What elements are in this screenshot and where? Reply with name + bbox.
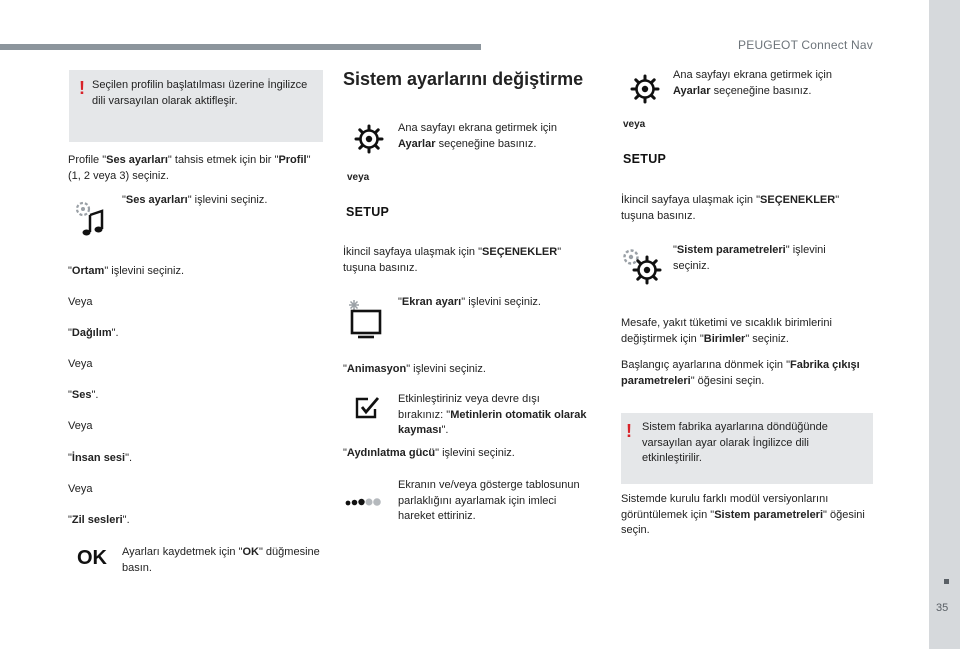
- warning-note-text: Sistem fabrika ayarlarına döndüğünde varsayılan ayar olarak İngilizce dili etkinleştirilir.: [642, 421, 828, 464]
- brightness-slider-icon: [345, 497, 381, 507]
- settings-instruction: Ana sayfayı ekrana getirmek için Ayarlar seçeneğine basınız.: [673, 69, 832, 97]
- zil-sesleri-option: "Zil sesleri".: [68, 514, 130, 526]
- gear-icon: [354, 124, 384, 154]
- page-number: 35: [936, 602, 949, 614]
- ses-option: "Ses".: [68, 389, 99, 401]
- system-params-instruction: "Sistem parametreleri" işlevini seçiniz.: [673, 244, 826, 272]
- warning-icon: !: [626, 421, 632, 441]
- music-settings-icon: [72, 199, 110, 237]
- setup-button-label: SETUP: [623, 152, 667, 166]
- profile-instruction: Profile "Ses ayarları" tahsis etmek için bir "Profil" (1, 2 veya 3) seçiniz.: [68, 154, 311, 182]
- veya-label: veya: [347, 172, 370, 183]
- veya-text: Veya: [68, 420, 93, 432]
- auto-scroll-instruction: Etkinleştiriniz veya devre dışı bırakınız: "Metinlerin otomatik olarak kayması".: [398, 393, 587, 436]
- module-versions-instruction: Sistemde kurulu farklı modül versiyonlarını görüntülemek için "Sistem parametreleri" öğesini seçin.: [621, 493, 865, 536]
- checkbox-icon: [354, 396, 380, 420]
- dagilim-option: "Dağılım".: [68, 327, 119, 339]
- gear-icon: [630, 74, 660, 104]
- veya-text: Veya: [68, 483, 93, 495]
- veya-text: Veya: [68, 296, 93, 308]
- warning-icon: !: [79, 78, 85, 98]
- ok-button-icon: OK: [77, 547, 107, 569]
- animation-instruction: "Animasyon" işlevini seçiniz.: [343, 363, 486, 375]
- brightness-instruction: "Aydınlatma gücü" işlevini seçiniz.: [343, 447, 515, 459]
- screen-brightness-icon: [346, 299, 384, 339]
- units-instruction: Mesafe, yakıt tüketimi ve sıcaklık birimlerini değiştirmek için "Birimler" seçiniz.: [621, 317, 832, 345]
- insan-sesi-option: "İnsan sesi".: [68, 452, 133, 464]
- options-instruction: İkincil sayfaya ulaşmak için "SEÇENEKLER" tuşuna basınız.: [621, 194, 840, 222]
- warning-note-profile: [69, 70, 323, 142]
- section-heading: Sistem ayarlarını değiştirme: [343, 69, 584, 89]
- system-gears-icon: [620, 246, 664, 286]
- veya-label: veya: [623, 119, 646, 130]
- screen-settings-instruction: "Ekran ayarı" işlevini seçiniz.: [398, 296, 541, 308]
- warning-note-factory: [621, 413, 873, 484]
- factory-reset-instruction: Başlangıç ayarlarına dönmek için "Fabrika çıkışı parametreleri" öğesini seçin.: [621, 359, 860, 387]
- setup-button-label: SETUP: [346, 205, 390, 219]
- settings-instruction: Ana sayfayı ekrana getirmek için Ayarlar seçeneğine basınız.: [398, 122, 557, 150]
- brand-title: PEUGEOT Connect Nav: [738, 38, 873, 52]
- header-rule: [0, 44, 481, 50]
- ok-instruction: Ayarları kaydetmek için "OK" düğmesine basın.: [122, 546, 320, 574]
- warning-note-text: Seçilen profilin başlatılması üzerine İngilizce dili varsayılan olarak aktifleşir.: [92, 79, 308, 107]
- page-marker: [944, 579, 949, 584]
- page-side-margin: [929, 0, 960, 649]
- ortam-option: "Ortam" işlevini seçiniz.: [68, 265, 185, 277]
- veya-text: Veya: [68, 358, 93, 370]
- options-instruction: İkincil sayfaya ulaşmak için "SEÇENEKLER" tuşuna basınız.: [343, 246, 562, 274]
- brightness-slider-instruction: Ekranın ve/veya gösterge tablosunun parlaklığını ayarlamak için imleci hareket ettiriniz.: [398, 479, 580, 522]
- music-settings-instruction: "Ses ayarları" işlevini seçiniz.: [122, 194, 268, 206]
